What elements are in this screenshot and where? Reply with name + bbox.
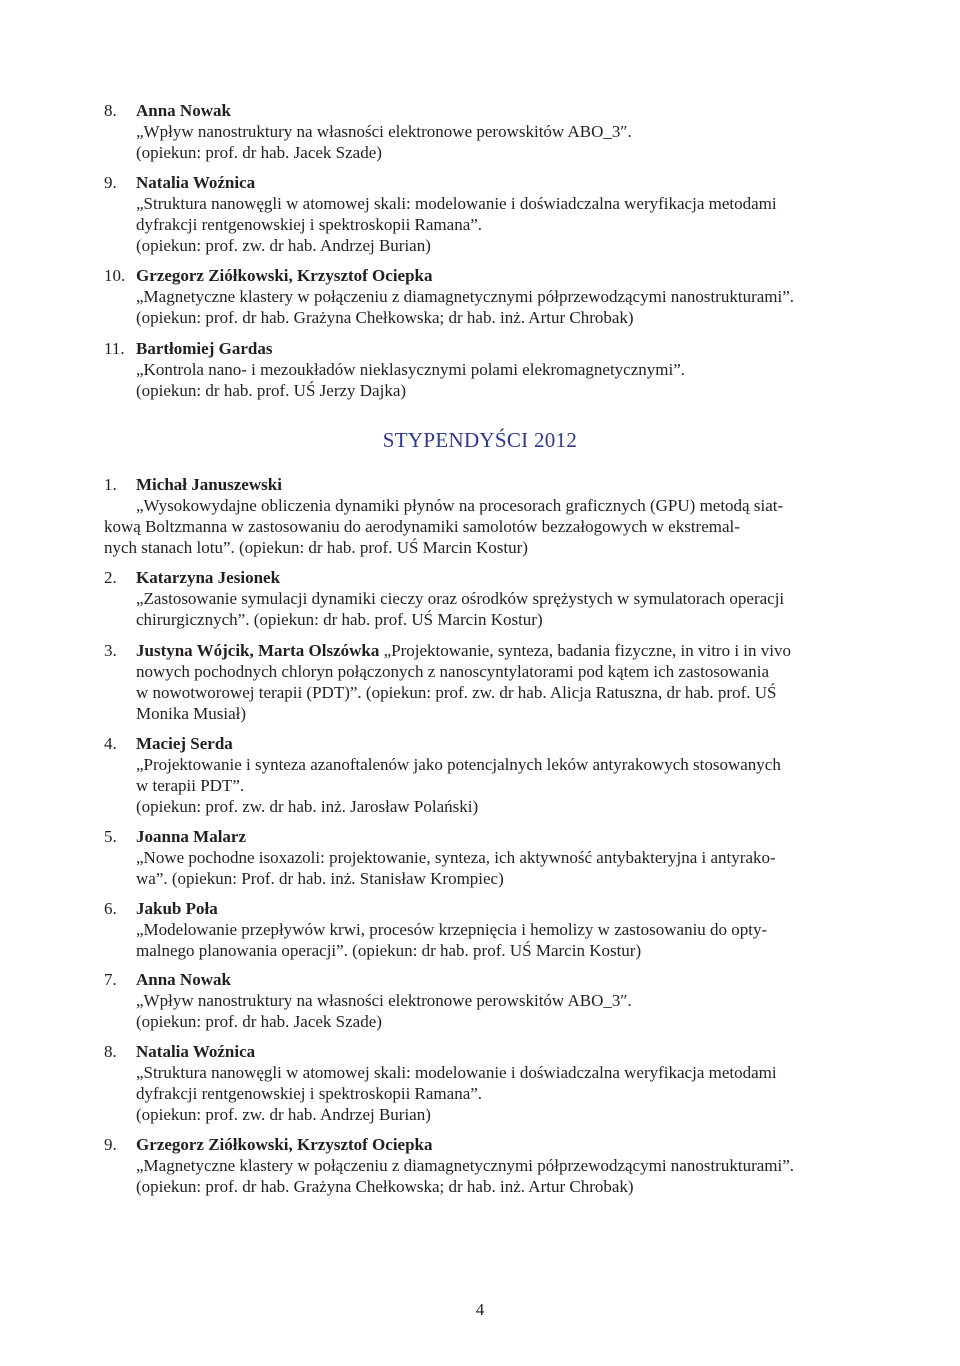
item-number: 6.: [104, 899, 117, 918]
item-title-line: „Struktura nanowęgli w atomowej skali: modelowanie i doświadczalna weryfikacja metodami: [136, 1063, 777, 1082]
item-supervisor-line: w nowotworowej terapii (PDT)”. (opiekun: prof. zw. dr hab. Alicja Ratuszna, dr hab. prof. UŚ: [136, 683, 777, 702]
item-authors: Michał Januszewski: [136, 475, 282, 494]
item-authors: Natalia Woźnica: [136, 1042, 256, 1061]
item-title-line: dyfrakcji rentgenowskiej i spektroskopii Ramana”.: [136, 1084, 483, 1103]
item-title-line: w terapii PDT”.: [136, 776, 245, 795]
item-title-line: nowych pochodnych chloryn połączonych z nanoscyntylatorami pod kątem ich zastosowania: [136, 662, 770, 681]
item-authors: Grzegorz Ziółkowski, Krzysztof Ociepka: [136, 266, 433, 285]
list-item: [104, 826, 864, 889]
item-title-line: kową Boltzmanna w zastosowaniu do aerodynamiki samolotów bezzałogowych w ekstremal-: [104, 517, 740, 536]
item-authors: Anna Nowak: [136, 970, 231, 989]
list-item: [104, 474, 864, 558]
item-number: 8.: [104, 1042, 117, 1061]
list-item: [104, 733, 864, 817]
item-title-line: „Modelowanie przepływów krwi, procesów krzepnięcia i hemolizy w zastosowaniu do opty-: [136, 920, 768, 939]
item-supervisor-line: malnego planowania operacji”. (opiekun: dr hab. prof. UŚ Marcin Kostur): [136, 941, 642, 960]
list-item: [104, 100, 864, 163]
item-supervisor-line: (opiekun: prof. dr hab. Jacek Szade): [136, 1012, 382, 1031]
item-authors: Justyna Wójcik, Marta Olszówka: [136, 641, 380, 660]
item-supervisor-line: nych stanach lotu”. (opiekun: dr hab. prof. UŚ Marcin Kostur): [104, 538, 528, 557]
list-item: [104, 567, 864, 630]
list-item: [104, 172, 864, 256]
item-title-line: „Magnetyczne klastery w połączeniu z diamagnetycznymi półprzewodzącymi nanostrukturami”.: [136, 1156, 795, 1175]
item-title-line: „Projektowanie i synteza azanoftalenów jako potencjalnych leków antyrakowych stosowanych: [136, 755, 781, 774]
item-number: 11.: [104, 339, 125, 358]
item-authors: Maciej Serda: [136, 734, 233, 753]
list-item: [104, 640, 864, 724]
item-supervisor-line: (opiekun: prof. dr hab. Grażyna Chełkowska; dr hab. inż. Artur Chrobak): [136, 308, 634, 327]
item-supervisor-line: (opiekun: prof. zw. dr hab. inż. Jarosław Polański): [136, 797, 479, 816]
item-number: 4.: [104, 734, 117, 753]
item-supervisor-line: chirurgicznych”. (opiekun: dr hab. prof. UŚ Marcin Kostur): [136, 610, 543, 629]
item-title-line: „Wysokowydajne obliczenia dynamiki płynów na procesorach graficznych (GPU) metodą siat-: [136, 496, 784, 515]
item-title-inline: „Projektowanie, synteza, badania fizyczne, in vitro i in vivo: [383, 641, 792, 660]
item-number: 3.: [104, 641, 117, 660]
item-number: 8.: [104, 101, 117, 120]
list-item: [104, 969, 864, 1032]
item-supervisor-line: (opiekun: prof. zw. dr hab. Andrzej Burian): [136, 1105, 431, 1124]
item-supervisor-line: (opiekun: prof. dr hab. Grażyna Chełkowska; dr hab. inż. Artur Chrobak): [136, 1177, 634, 1196]
item-number: 1.: [104, 475, 117, 494]
item-number: 9.: [104, 173, 117, 192]
item-authors: Katarzyna Jesionek: [136, 568, 281, 587]
item-supervisor-line: wa”. (opiekun: Prof. dr hab. inż. Stanisław Krompiec): [136, 869, 504, 888]
item-title-line: „Zastosowanie symulacji dynamiki cieczy oraz ośrodków sprężystych w symulatorach operacji: [136, 589, 785, 608]
item-authors: Natalia Woźnica: [136, 173, 256, 192]
item-number: 7.: [104, 970, 117, 989]
item-authors: Bartłomiej Gardas: [136, 339, 273, 358]
page-number: 4: [475, 1300, 485, 1319]
item-supervisor-line: (opiekun: dr hab. prof. UŚ Jerzy Dajka): [136, 381, 407, 400]
item-title-line: „Nowe pochodne isoxazoli: projektowanie, synteza, ich aktywność antybakteryjna i antyrako-: [136, 848, 776, 867]
item-title-line: „Kontrola nano- i mezoukładów nieklasycznymi polami elekromagnetycznymi”.: [136, 360, 686, 379]
item-title-line: „Magnetyczne klastery w połączeniu z diamagnetycznymi półprzewodzącymi nanostrukturami”.: [136, 287, 795, 306]
list-item: [104, 1134, 864, 1197]
item-authors: Jakub Poła: [136, 899, 218, 918]
list-item: [104, 898, 864, 961]
item-supervisor-line: Monika Musiał): [136, 704, 247, 723]
item-number: 10.: [104, 266, 126, 285]
list-item: [104, 265, 864, 328]
item-title-line: „Wpływ nanostruktury na własności elektronowe perowskitów ABO_3″.: [136, 991, 632, 1010]
item-number: 2.: [104, 568, 117, 587]
item-authors: Grzegorz Ziółkowski, Krzysztof Ociepka: [136, 1135, 433, 1154]
item-number: 5.: [104, 827, 117, 846]
item-title-line: „Struktura nanowęgli w atomowej skali: modelowanie i doświadczalna weryfikacja metodami: [136, 194, 777, 213]
list-item: [104, 338, 864, 401]
item-number: 9.: [104, 1135, 117, 1154]
item-title-line: dyfrakcji rentgenowskiej i spektroskopii Ramana”.: [136, 215, 483, 234]
section-heading: STYPENDYŚCI 2012: [382, 428, 578, 452]
item-supervisor-line: (opiekun: prof. dr hab. Jacek Szade): [136, 143, 382, 162]
item-authors: Joanna Malarz: [136, 827, 247, 846]
item-title-line: „Wpływ nanostruktury na własności elektronowe perowskitów ABO_3″.: [136, 122, 632, 141]
item-authors: Anna Nowak: [136, 101, 231, 120]
list-item: [104, 1041, 864, 1125]
item-supervisor-line: (opiekun: prof. zw. dr hab. Andrzej Burian): [136, 236, 431, 255]
